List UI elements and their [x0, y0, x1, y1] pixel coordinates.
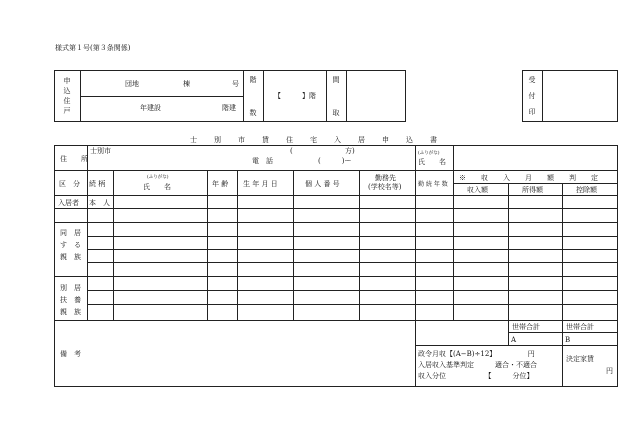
uketsuke-label-3: 印: [528, 108, 536, 116]
address-paren: (: [290, 147, 293, 155]
col-years: 勤 続 年 数: [418, 181, 448, 188]
col-shotoku: 所得額: [522, 186, 543, 194]
applicant-furigana: (ふりがな): [418, 151, 440, 156]
madori-label-1: 間: [332, 76, 340, 84]
kaidate-label: 階建: [222, 104, 236, 112]
moushikomi-label-2: 込: [63, 87, 71, 95]
address-kata: 方): [345, 147, 355, 155]
moushikomi-label-4: 戸: [63, 107, 71, 115]
row-bekkyo-1: 別 居: [60, 284, 81, 292]
col-kojin: 個 人 番 号: [305, 180, 340, 188]
row-nyukyosha: 入居者: [58, 199, 79, 207]
kettei-yachin-label: 決定家賃: [566, 355, 594, 363]
kettei-yachin-yen[interactable]: 円: [606, 367, 613, 375]
document-title: 士別市賃住宅入居申込書: [190, 136, 454, 144]
kaisu-value[interactable]: 【 】階: [274, 92, 316, 100]
setai-total-1: 世帯合計: [512, 323, 540, 331]
total-a[interactable]: A: [511, 336, 517, 344]
phone-field[interactable]: ( )ー: [318, 157, 352, 165]
col-kojo: 控除額: [576, 186, 597, 194]
col-income-header: ※ 収 入 月 額 判 定: [459, 174, 602, 182]
uketsuke-label-2: 付: [528, 92, 536, 100]
form-number: 様式第１号(第３条関係): [55, 44, 131, 52]
row-dokyo-2: す る: [60, 241, 81, 249]
col-furigana: (ふりがな): [147, 175, 169, 180]
col-zokugara: 続 柄: [89, 180, 106, 188]
madori-label-2: 取: [332, 109, 340, 117]
row-dokyo-1: 同 居: [60, 229, 81, 237]
col-name: 氏 名: [143, 183, 171, 191]
danchi-label: 団地: [125, 80, 139, 88]
go-label: 号: [232, 80, 239, 88]
address-label: 住 所: [60, 155, 88, 163]
col-kubun: 区 分: [59, 180, 80, 188]
col-birth: 生 年 月 日: [243, 180, 278, 188]
phone-label: 電 話: [252, 157, 273, 165]
uketsuke-label-1: 受: [528, 76, 536, 84]
row-honnin: 本 人: [89, 199, 110, 207]
row-biko: 備 考: [60, 350, 81, 358]
kijun-hantei[interactable]: 入居収入基準判定 適合・不適合: [418, 361, 537, 369]
row-bekkyo-2: 扶 養: [60, 296, 81, 304]
moushikomi-label-3: 住: [63, 97, 71, 105]
setai-total-2: 世帯合計: [566, 323, 594, 331]
mune-label: 棟: [183, 80, 190, 88]
col-age: 年 齢: [212, 180, 229, 188]
col-workplace-1: 勤務先: [375, 174, 396, 182]
shunyu-bunpu[interactable]: 収入分位 【 分位】: [418, 372, 534, 380]
col-income: 収入額: [467, 186, 488, 194]
col-workplace-2: (学校名等): [368, 183, 402, 191]
total-b[interactable]: B: [565, 336, 571, 344]
kaisu-label-1: 階: [249, 76, 257, 84]
nendo-label: 年建設: [140, 104, 161, 112]
applicant-name-label: 氏 名: [418, 158, 446, 166]
moushikomi-label-1: 申: [63, 77, 71, 85]
row-bekkyo-3: 親 族: [60, 308, 81, 316]
seirei-getsushu[interactable]: 政令月収【(A−B)÷12】 円: [418, 350, 535, 358]
row-dokyo-3: 親 族: [60, 253, 81, 261]
address-city[interactable]: 士別市: [90, 147, 111, 155]
kaisu-label-2: 数: [249, 109, 257, 117]
